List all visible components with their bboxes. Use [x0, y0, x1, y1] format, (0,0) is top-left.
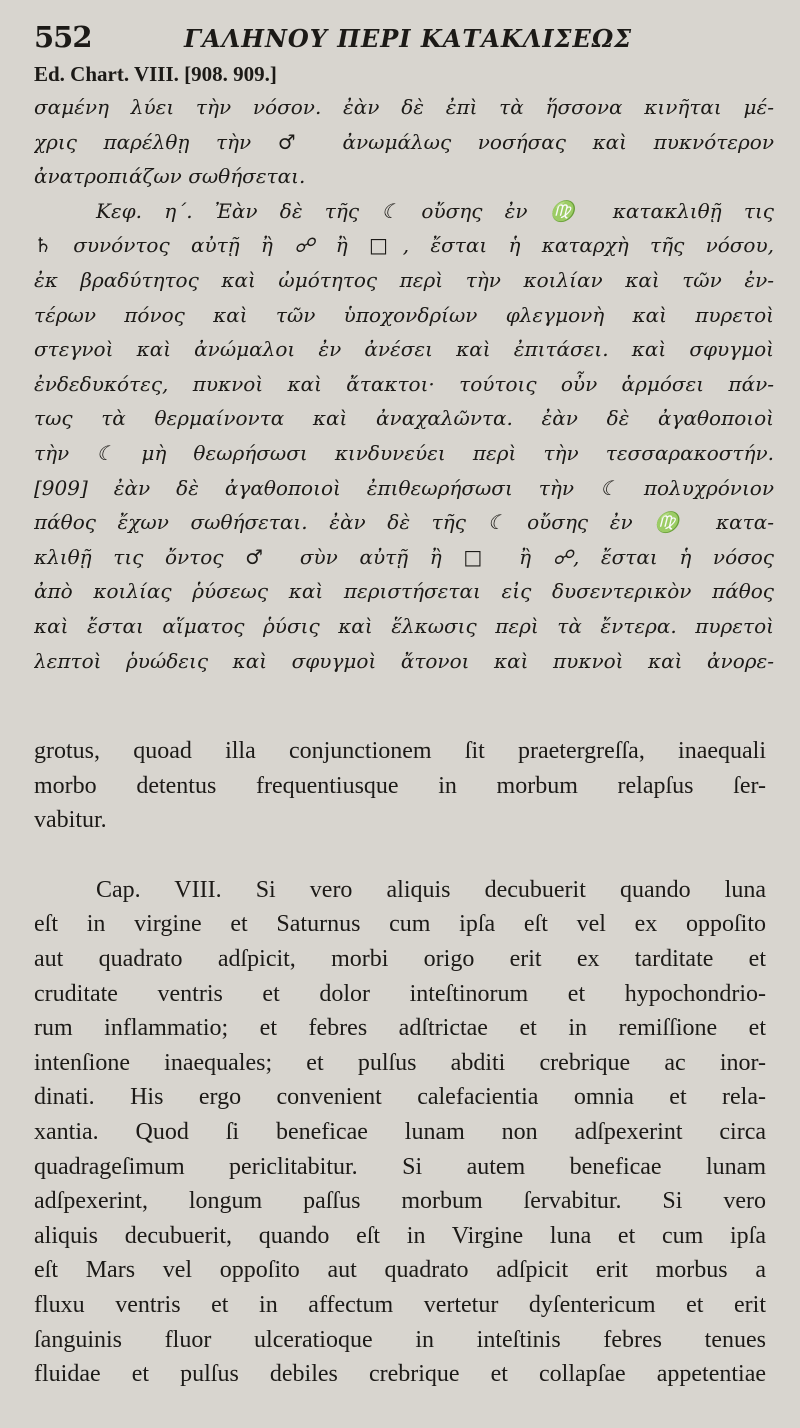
greek-line: χρις παρέλθῃ τὴν ♂ ἀνωμάλως νοσήσας καὶ πυκνότερον	[34, 129, 774, 154]
greek-text-block	[34, 90, 774, 678]
latin-line: ſanguinis fluor ulceratioque in inteſtinis febres tenues	[34, 1326, 766, 1353]
greek-line: ἀπὸ κοιλίας ῥύσεως καὶ περιστήσεται εἰς δυσεντερικὸν πάθος	[34, 579, 774, 604]
latin-line: rum inflammatio; et febres adſtrictae et in remiſſione et	[34, 1015, 766, 1042]
paragraph-gap	[34, 838, 766, 873]
greek-line: λεπτοὶ ῥυώδεις καὶ σφυγμοὶ ἄτονοι καὶ πυκνοὶ καὶ ἀνορε-	[34, 648, 774, 673]
latin-line: eſt Mars vel oppoſito aut quadrato adſpicit erit morbus a	[34, 1257, 766, 1284]
edition-reference: Ed. Chart. VIII. [908. 909.]	[34, 62, 277, 86]
latin-line: aut quadrato adſpicit, morbi origo erit ex tarditate et	[34, 945, 766, 972]
latin-line: vabitur.	[34, 807, 107, 834]
greek-line: καὶ ἔσται αἵματος ῥύσις καὶ ἕλκωσις περὶ τὰ ἔντερα. πυρετοὶ	[34, 613, 774, 638]
greek-line: ἀνατροπιάζων σωθήσεται.	[34, 164, 306, 189]
greek-line: ἐνδεδυκότες, πυκνοὶ καὶ ἄτακτοι· τούτοις οὖν ἁρμόσει πάν-	[34, 371, 774, 396]
page-number: 552	[34, 20, 92, 54]
greek-line: σαμένη λύει τὴν νόσον. ἐὰν δὲ ἐπὶ τὰ ἥσσονα κινῆται μέ-	[34, 95, 774, 119]
latin-line: aliquis decubuerit, quando eſt in Virgine luna et cum ipſa	[34, 1222, 766, 1249]
latin-line: cruditate ventris et dolor inteſtinorum et hypochondrio-	[34, 980, 766, 1007]
latin-line: fluidae et pulſus debiles crebrique et collapſae appetentiae	[34, 1361, 766, 1388]
greek-line: τέρων πόνος καὶ τῶν ὑποχονδρίων φλεγμονὴ καὶ πυρετοὶ	[34, 302, 774, 327]
greek-line: πάθος ἔχων σωθήσεται. ἐὰν δὲ τῆς ☾ οὔσης ἐν ♍ κατα-	[34, 510, 774, 535]
greek-line: τως τὰ θερμαίνοντα καὶ ἀναχαλῶντα. ἐὰν δὲ ἀγαθοποιοὶ	[34, 406, 774, 431]
greek-line: ἐκ βραδύτητος καὶ ὠμότητος περὶ τὴν κοιλίαν καὶ τῶν ἐν-	[34, 267, 774, 292]
latin-line: grotus, quoad illa conjunctionem ſit praetergreſſa, inaequali	[34, 738, 766, 764]
latin-line: eſt in virgine et Saturnus cum ipſa eſt vel ex oppoſito	[34, 911, 766, 938]
latin-line: adſpexerint, longum paſſus morbum ſervabitur. Si vero	[34, 1188, 766, 1215]
greek-line: κλιθῇ τις ὄντος ♂ σὺν αὐτῇ ἢ □ ἢ ☍, ἔσται ἡ νόσος	[34, 544, 774, 569]
latin-text-block	[34, 734, 766, 1392]
latin-chapter-heading-line: Cap. VIII. Si vero aliquis decubuerit quando luna	[96, 876, 766, 903]
latin-line: fluxu ventris et in affectum vertetur dyſentericum et erit	[34, 1291, 766, 1318]
latin-line: quadrageſimum periclitabitur. Si autem beneficae lunam	[34, 1153, 766, 1180]
latin-line: dinati. His ergo convenient calefacientia omnia et rela-	[34, 1084, 766, 1111]
latin-line: intenſione inaequales; et pulſus abditi crebrique ac inor-	[34, 1049, 766, 1076]
greek-line: στεγνοὶ καὶ ἀνώμαλοι ἐν ἀνέσει καὶ ἐπιτάσει. καὶ σφυγμοὶ	[34, 337, 774, 362]
latin-line: xantia. Quod ſi beneficae lunam non adſpexerint circa	[34, 1118, 766, 1145]
greek-line: τὴν ☾ μὴ θεωρήσωσι κινδυνεύει περὶ τὴν τεσσαρακοστήν.	[34, 440, 774, 465]
page-header	[34, 20, 774, 60]
latin-line: morbo detentus frequentiusque in morbum relapſus ſer-	[34, 772, 766, 799]
greek-line: ♄ συνόντος αὐτῇ ἢ ☍ ἢ □, ἔσται ἡ καταρχὴ τῆς νόσου,	[34, 233, 774, 258]
running-title: ΓΑΛΗΝΟΥ ΠΕΡΙ ΚΑΤΑΚΛΙΣΕΩΣ	[184, 24, 633, 53]
greek-line: [909] ἐὰν δὲ ἀγαθοποιοὶ ἐπιθεωρήσωσι τὴν ☾ πολυχρόνιον	[34, 475, 774, 500]
greek-chapter-heading-line: Κεφ. η΄. Ἐὰν δὲ τῆς ☾ οὔσης ἐν ♍ κατακλιθῇ τις	[96, 198, 774, 223]
